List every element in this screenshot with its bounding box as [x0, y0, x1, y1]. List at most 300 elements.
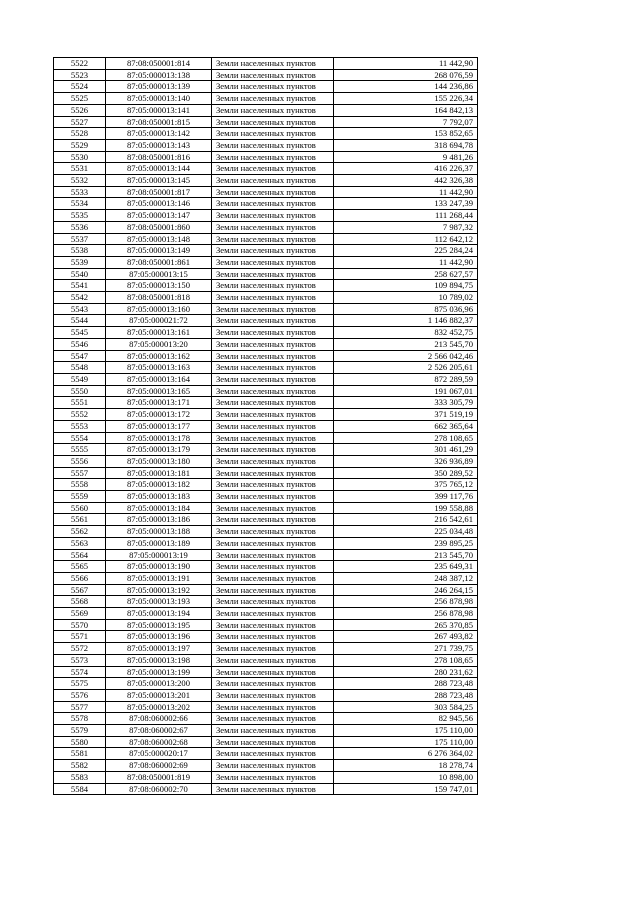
table-row — [54, 713, 478, 725]
row-number-cell: 5552 — [54, 409, 106, 421]
table-row — [54, 362, 478, 374]
row-number-cell: 5559 — [54, 491, 106, 503]
cadastral-value-cell: 662 365,64 — [334, 420, 478, 432]
row-number-cell: 5540 — [54, 268, 106, 280]
table-row — [54, 245, 478, 257]
table-row — [54, 608, 478, 620]
cadastral-number-cell: 87:05:000013:145 — [106, 175, 212, 187]
cadastral-value-cell: 82 945,56 — [334, 713, 478, 725]
table-row — [54, 455, 478, 467]
land-category-cell: Земли населенных пунктов — [212, 409, 334, 421]
cadastral-value-cell: 11 442,90 — [334, 256, 478, 268]
row-number-cell: 5550 — [54, 385, 106, 397]
land-category-cell: Земли населенных пунктов — [212, 58, 334, 70]
land-category-cell: Земли населенных пунктов — [212, 666, 334, 678]
row-number-cell: 5529 — [54, 139, 106, 151]
row-number-cell: 5536 — [54, 221, 106, 233]
land-category-cell: Земли населенных пунктов — [212, 151, 334, 163]
row-number-cell: 5573 — [54, 654, 106, 666]
land-category-cell: Земли населенных пунктов — [212, 596, 334, 608]
land-category-cell: Земли населенных пунктов — [212, 701, 334, 713]
cadastral-value-cell: 11 442,90 — [334, 186, 478, 198]
land-category-cell: Земли населенных пунктов — [212, 689, 334, 701]
land-category-cell: Земли населенных пунктов — [212, 643, 334, 655]
cadastral-value-cell: 268 076,59 — [334, 69, 478, 81]
row-number-cell: 5538 — [54, 245, 106, 257]
land-category-cell: Земли населенных пунктов — [212, 654, 334, 666]
land-category-cell: Земли населенных пунктов — [212, 608, 334, 620]
cadastral-number-cell: 87:08:050001:861 — [106, 256, 212, 268]
cadastral-value-cell: 6 276 364,02 — [334, 748, 478, 760]
row-number-cell: 5576 — [54, 689, 106, 701]
cadastral-number-cell: 87:08:050001:815 — [106, 116, 212, 128]
cadastral-value-cell: 872 289,59 — [334, 373, 478, 385]
row-number-cell: 5564 — [54, 549, 106, 561]
cadastral-value-cell: 288 723,48 — [334, 689, 478, 701]
row-number-cell: 5561 — [54, 514, 106, 526]
land-category-cell: Земли населенных пунктов — [212, 268, 334, 280]
cadastral-number-cell: 87:08:050001:814 — [106, 58, 212, 70]
cadastral-number-cell: 87:05:000013:150 — [106, 280, 212, 292]
land-category-cell: Земли населенных пунктов — [212, 292, 334, 304]
table-row — [54, 280, 478, 292]
table-row — [54, 572, 478, 584]
cadastral-number-cell: 87:05:000013:146 — [106, 198, 212, 210]
table-row — [54, 689, 478, 701]
cadastral-number-cell: 87:05:000013:193 — [106, 596, 212, 608]
cadastral-number-cell: 87:05:000013:199 — [106, 666, 212, 678]
cadastral-value-cell: 375 765,12 — [334, 479, 478, 491]
cadastral-value-cell: 248 387,12 — [334, 572, 478, 584]
land-category-cell: Земли населенных пунктов — [212, 725, 334, 737]
land-category-cell: Земли населенных пунктов — [212, 502, 334, 514]
cadastral-value-cell: 271 739,75 — [334, 643, 478, 655]
land-category-cell: Земли населенных пунктов — [212, 549, 334, 561]
cadastral-number-cell: 87:05:000013:191 — [106, 572, 212, 584]
table-row — [54, 338, 478, 350]
table-row — [54, 537, 478, 549]
row-number-cell: 5562 — [54, 526, 106, 538]
land-category-cell: Земли населенных пунктов — [212, 479, 334, 491]
cadastral-value-cell: 18 278,74 — [334, 760, 478, 772]
row-number-cell: 5547 — [54, 350, 106, 362]
row-number-cell: 5524 — [54, 81, 106, 93]
cadastral-value-cell: 267 493,82 — [334, 631, 478, 643]
cadastral-value-cell: 133 247,39 — [334, 198, 478, 210]
cadastral-number-cell: 87:05:000013:188 — [106, 526, 212, 538]
table-row — [54, 654, 478, 666]
cadastral-value-cell: 191 067,01 — [334, 385, 478, 397]
cadastral-number-cell: 87:05:000013:202 — [106, 701, 212, 713]
land-category-cell: Земли населенных пунктов — [212, 385, 334, 397]
cadastral-number-cell: 87:05:000013:180 — [106, 455, 212, 467]
cadastral-number-cell: 87:05:000013:149 — [106, 245, 212, 257]
land-category-cell: Земли населенных пунктов — [212, 210, 334, 222]
cadastral-number-cell: 87:08:060002:70 — [106, 783, 212, 795]
land-category-cell: Земли населенных пунктов — [212, 444, 334, 456]
row-number-cell: 5570 — [54, 619, 106, 631]
land-category-cell: Земли населенных пунктов — [212, 81, 334, 93]
cadastral-number-cell: 87:05:000013:162 — [106, 350, 212, 362]
cadastral-number-cell: 87:05:000013:195 — [106, 619, 212, 631]
row-number-cell: 5563 — [54, 537, 106, 549]
row-number-cell: 5530 — [54, 151, 106, 163]
cadastral-value-cell: 7 792,07 — [334, 116, 478, 128]
cadastral-value-cell: 225 034,48 — [334, 526, 478, 538]
row-number-cell: 5553 — [54, 420, 106, 432]
cadastral-number-cell: 87:05:000013:164 — [106, 373, 212, 385]
cadastral-value-table — [53, 57, 478, 795]
table-row — [54, 444, 478, 456]
cadastral-number-cell: 87:05:000013:165 — [106, 385, 212, 397]
cadastral-value-cell: 159 747,01 — [334, 783, 478, 795]
land-category-cell: Земли населенных пунктов — [212, 491, 334, 503]
land-category-cell: Земли населенных пунктов — [212, 420, 334, 432]
cadastral-value-cell: 303 584,25 — [334, 701, 478, 713]
cadastral-number-cell: 87:05:000013:182 — [106, 479, 212, 491]
cadastral-number-cell: 87:08:050001:816 — [106, 151, 212, 163]
cadastral-value-cell: 318 694,78 — [334, 139, 478, 151]
table-row — [54, 514, 478, 526]
cadastral-value-cell: 258 627,57 — [334, 268, 478, 280]
cadastral-number-cell: 87:05:000013:161 — [106, 327, 212, 339]
cadastral-number-cell: 87:05:000013:189 — [106, 537, 212, 549]
cadastral-number-cell: 87:08:050001:860 — [106, 221, 212, 233]
land-category-cell: Земли населенных пунктов — [212, 350, 334, 362]
cadastral-number-cell: 87:05:000013:140 — [106, 93, 212, 105]
row-number-cell: 5568 — [54, 596, 106, 608]
cadastral-number-cell: 87:08:060002:66 — [106, 713, 212, 725]
table-row — [54, 81, 478, 93]
land-category-cell: Земли населенных пунктов — [212, 514, 334, 526]
table-row — [54, 526, 478, 538]
cadastral-value-cell: 416 226,37 — [334, 163, 478, 175]
table-row — [54, 233, 478, 245]
cadastral-number-cell: 87:05:000013:160 — [106, 303, 212, 315]
row-number-cell: 5571 — [54, 631, 106, 643]
cadastral-number-cell: 87:05:000021:72 — [106, 315, 212, 327]
cadastral-value-cell: 280 231,62 — [334, 666, 478, 678]
row-number-cell: 5539 — [54, 256, 106, 268]
table-row — [54, 210, 478, 222]
land-category-cell: Земли населенных пунктов — [212, 104, 334, 116]
row-number-cell: 5535 — [54, 210, 106, 222]
row-number-cell: 5522 — [54, 58, 106, 70]
cadastral-value-cell: 155 226,34 — [334, 93, 478, 105]
land-category-cell: Земли населенных пунктов — [212, 373, 334, 385]
cadastral-number-cell: 87:05:000013:139 — [106, 81, 212, 93]
row-number-cell: 5580 — [54, 736, 106, 748]
cadastral-value-cell: 111 268,44 — [334, 210, 478, 222]
cadastral-value-cell: 213 545,70 — [334, 549, 478, 561]
row-number-cell: 5525 — [54, 93, 106, 105]
cadastral-number-cell: 87:05:000013:138 — [106, 69, 212, 81]
cadastral-number-cell: 87:05:000013:184 — [106, 502, 212, 514]
land-category-cell: Земли населенных пунктов — [212, 163, 334, 175]
cadastral-number-cell: 87:05:000013:147 — [106, 210, 212, 222]
land-category-cell: Земли населенных пунктов — [212, 584, 334, 596]
cadastral-value-cell: 199 558,88 — [334, 502, 478, 514]
table-row — [54, 420, 478, 432]
row-number-cell: 5528 — [54, 128, 106, 140]
table-row — [54, 666, 478, 678]
row-number-cell: 5542 — [54, 292, 106, 304]
land-category-cell: Земли населенных пунктов — [212, 748, 334, 760]
table-row — [54, 104, 478, 116]
row-number-cell: 5567 — [54, 584, 106, 596]
cadastral-value-cell: 256 878,98 — [334, 596, 478, 608]
land-category-cell: Земли населенных пунктов — [212, 771, 334, 783]
cadastral-number-cell: 87:05:000013:141 — [106, 104, 212, 116]
table-row — [54, 491, 478, 503]
row-number-cell: 5574 — [54, 666, 106, 678]
table-row — [54, 256, 478, 268]
land-category-cell: Земли населенных пунктов — [212, 303, 334, 315]
cadastral-number-cell: 87:05:000013:163 — [106, 362, 212, 374]
cadastral-value-cell: 112 642,12 — [334, 233, 478, 245]
row-number-cell: 5526 — [54, 104, 106, 116]
table-row — [54, 432, 478, 444]
cadastral-number-cell: 87:05:000013:19 — [106, 549, 212, 561]
cadastral-value-cell: 10 789,02 — [334, 292, 478, 304]
row-number-cell: 5551 — [54, 397, 106, 409]
land-category-cell: Земли населенных пунктов — [212, 397, 334, 409]
row-number-cell: 5578 — [54, 713, 106, 725]
row-number-cell: 5575 — [54, 678, 106, 690]
row-number-cell: 5533 — [54, 186, 106, 198]
cadastral-value-cell: 144 236,86 — [334, 81, 478, 93]
row-number-cell: 5566 — [54, 572, 106, 584]
land-category-cell: Земли населенных пунктов — [212, 537, 334, 549]
table-row — [54, 221, 478, 233]
cadastral-number-cell: 87:05:000013:171 — [106, 397, 212, 409]
table-row — [54, 678, 478, 690]
land-category-cell: Земли населенных пунктов — [212, 526, 334, 538]
land-category-cell: Земли населенных пунктов — [212, 186, 334, 198]
table-row — [54, 327, 478, 339]
table-row — [54, 631, 478, 643]
land-category-cell: Земли населенных пунктов — [212, 455, 334, 467]
cadastral-value-cell: 875 036,96 — [334, 303, 478, 315]
table-row — [54, 69, 478, 81]
cadastral-value-cell: 2 566 042,46 — [334, 350, 478, 362]
cadastral-number-cell: 87:05:000020:17 — [106, 748, 212, 760]
cadastral-number-cell: 87:05:000013:179 — [106, 444, 212, 456]
row-number-cell: 5569 — [54, 608, 106, 620]
cadastral-number-cell: 87:08:050001:817 — [106, 186, 212, 198]
table-row — [54, 303, 478, 315]
row-number-cell: 5546 — [54, 338, 106, 350]
table-row — [54, 139, 478, 151]
cadastral-number-cell: 87:05:000013:198 — [106, 654, 212, 666]
cadastral-value-cell: 9 481,26 — [334, 151, 478, 163]
cadastral-number-cell: 87:05:000013:183 — [106, 491, 212, 503]
cadastral-value-cell: 225 284,24 — [334, 245, 478, 257]
table-row — [54, 315, 478, 327]
table-row — [54, 385, 478, 397]
land-category-cell: Земли населенных пунктов — [212, 619, 334, 631]
cadastral-number-cell: 87:05:000013:172 — [106, 409, 212, 421]
cadastral-value-cell: 265 370,85 — [334, 619, 478, 631]
cadastral-value-cell: 10 898,00 — [334, 771, 478, 783]
row-number-cell: 5549 — [54, 373, 106, 385]
row-number-cell: 5541 — [54, 280, 106, 292]
land-category-cell: Земли населенных пунктов — [212, 713, 334, 725]
row-number-cell: 5577 — [54, 701, 106, 713]
cadastral-number-cell: 87:08:060002:68 — [106, 736, 212, 748]
land-category-cell: Земли населенных пунктов — [212, 233, 334, 245]
cadastral-number-cell: 87:05:000013:197 — [106, 643, 212, 655]
cadastral-number-cell: 87:05:000013:200 — [106, 678, 212, 690]
table-row — [54, 479, 478, 491]
row-number-cell: 5582 — [54, 760, 106, 772]
cadastral-value-cell: 278 108,65 — [334, 432, 478, 444]
cadastral-number-cell: 87:05:000013:20 — [106, 338, 212, 350]
land-category-cell: Земли населенных пунктов — [212, 221, 334, 233]
table-row — [54, 163, 478, 175]
cadastral-number-cell: 87:05:000013:186 — [106, 514, 212, 526]
land-category-cell: Земли населенных пунктов — [212, 327, 334, 339]
table-row — [54, 175, 478, 187]
table-row — [54, 350, 478, 362]
table-row — [54, 596, 478, 608]
table-row — [54, 701, 478, 713]
table-row — [54, 771, 478, 783]
land-category-cell: Земли населенных пунктов — [212, 198, 334, 210]
cadastral-number-cell: 87:05:000013:143 — [106, 139, 212, 151]
cadastral-value-cell: 256 878,98 — [334, 608, 478, 620]
row-number-cell: 5572 — [54, 643, 106, 655]
row-number-cell: 5543 — [54, 303, 106, 315]
table-row — [54, 198, 478, 210]
cadastral-number-cell: 87:05:000013:194 — [106, 608, 212, 620]
table-row — [54, 409, 478, 421]
row-number-cell: 5523 — [54, 69, 106, 81]
row-number-cell: 5545 — [54, 327, 106, 339]
row-number-cell: 5579 — [54, 725, 106, 737]
cadastral-value-cell: 11 442,90 — [334, 58, 478, 70]
row-number-cell: 5537 — [54, 233, 106, 245]
cadastral-value-cell: 442 326,38 — [334, 175, 478, 187]
row-number-cell: 5557 — [54, 467, 106, 479]
table-row — [54, 584, 478, 596]
table-row — [54, 151, 478, 163]
cadastral-value-cell: 239 895,25 — [334, 537, 478, 549]
cadastral-value-cell: 153 852,65 — [334, 128, 478, 140]
cadastral-value-cell: 235 649,31 — [334, 561, 478, 573]
land-category-cell: Земли населенных пунктов — [212, 280, 334, 292]
cadastral-number-cell: 87:08:050001:819 — [106, 771, 212, 783]
cadastral-value-cell: 399 117,76 — [334, 491, 478, 503]
table-row — [54, 116, 478, 128]
table-row — [54, 783, 478, 795]
cadastral-value-cell: 301 461,29 — [334, 444, 478, 456]
row-number-cell: 5554 — [54, 432, 106, 444]
land-category-cell: Земли населенных пунктов — [212, 128, 334, 140]
row-number-cell: 5556 — [54, 455, 106, 467]
cadastral-number-cell: 87:05:000013:177 — [106, 420, 212, 432]
table-row — [54, 619, 478, 631]
table-row — [54, 561, 478, 573]
land-category-cell: Земли населенных пунктов — [212, 175, 334, 187]
land-category-cell: Земли населенных пунктов — [212, 69, 334, 81]
table-row — [54, 373, 478, 385]
cadastral-number-cell: 87:08:060002:67 — [106, 725, 212, 737]
row-number-cell: 5583 — [54, 771, 106, 783]
cadastral-number-cell: 87:05:000013:190 — [106, 561, 212, 573]
row-number-cell: 5534 — [54, 198, 106, 210]
row-number-cell: 5548 — [54, 362, 106, 374]
land-category-cell: Земли населенных пунктов — [212, 256, 334, 268]
row-number-cell: 5584 — [54, 783, 106, 795]
land-category-cell: Земли населенных пунктов — [212, 631, 334, 643]
table-row — [54, 760, 478, 772]
cadastral-value-cell: 7 987,32 — [334, 221, 478, 233]
cadastral-number-cell: 87:05:000013:15 — [106, 268, 212, 280]
land-category-cell: Земли населенных пунктов — [212, 315, 334, 327]
cadastral-value-cell: 333 305,79 — [334, 397, 478, 409]
cadastral-value-cell: 2 526 205,61 — [334, 362, 478, 374]
cadastral-value-cell: 1 146 882,37 — [334, 315, 478, 327]
cadastral-value-cell: 326 936,89 — [334, 455, 478, 467]
table-row — [54, 268, 478, 280]
cadastral-value-cell: 246 264,15 — [334, 584, 478, 596]
table-row — [54, 397, 478, 409]
land-category-cell: Земли населенных пунктов — [212, 678, 334, 690]
cadastral-number-cell: 87:05:000013:148 — [106, 233, 212, 245]
cadastral-value-cell: 109 894,75 — [334, 280, 478, 292]
table-row — [54, 186, 478, 198]
table-row — [54, 549, 478, 561]
row-number-cell: 5560 — [54, 502, 106, 514]
table-row — [54, 128, 478, 140]
cadastral-number-cell: 87:05:000013:181 — [106, 467, 212, 479]
land-category-cell: Земли населенных пунктов — [212, 245, 334, 257]
row-number-cell: 5581 — [54, 748, 106, 760]
cadastral-value-cell: 350 289,52 — [334, 467, 478, 479]
cadastral-number-cell: 87:05:000013:178 — [106, 432, 212, 444]
land-category-cell: Земли населенных пунктов — [212, 338, 334, 350]
table-row — [54, 467, 478, 479]
land-category-cell: Земли населенных пунктов — [212, 783, 334, 795]
cadastral-value-cell: 371 519,19 — [334, 409, 478, 421]
table-body — [54, 58, 478, 795]
row-number-cell: 5532 — [54, 175, 106, 187]
row-number-cell: 5558 — [54, 479, 106, 491]
land-category-cell: Земли населенных пунктов — [212, 432, 334, 444]
land-category-cell: Земли населенных пунктов — [212, 760, 334, 772]
table-row — [54, 93, 478, 105]
land-category-cell: Земли населенных пунктов — [212, 139, 334, 151]
cadastral-value-cell: 278 108,65 — [334, 654, 478, 666]
row-number-cell: 5555 — [54, 444, 106, 456]
cadastral-value-cell: 216 542,61 — [334, 514, 478, 526]
cadastral-number-cell: 87:05:000013:196 — [106, 631, 212, 643]
land-category-cell: Земли населенных пунктов — [212, 93, 334, 105]
cadastral-number-cell: 87:05:000013:201 — [106, 689, 212, 701]
table-row — [54, 292, 478, 304]
cadastral-number-cell: 87:08:060002:69 — [106, 760, 212, 772]
land-category-cell: Земли населенных пунктов — [212, 736, 334, 748]
cadastral-number-cell: 87:08:050001:818 — [106, 292, 212, 304]
land-category-cell: Земли населенных пунктов — [212, 362, 334, 374]
land-category-cell: Земли населенных пунктов — [212, 561, 334, 573]
cadastral-number-cell: 87:05:000013:142 — [106, 128, 212, 140]
table-row — [54, 725, 478, 737]
row-number-cell: 5544 — [54, 315, 106, 327]
table-row — [54, 643, 478, 655]
cadastral-value-cell: 164 842,13 — [334, 104, 478, 116]
